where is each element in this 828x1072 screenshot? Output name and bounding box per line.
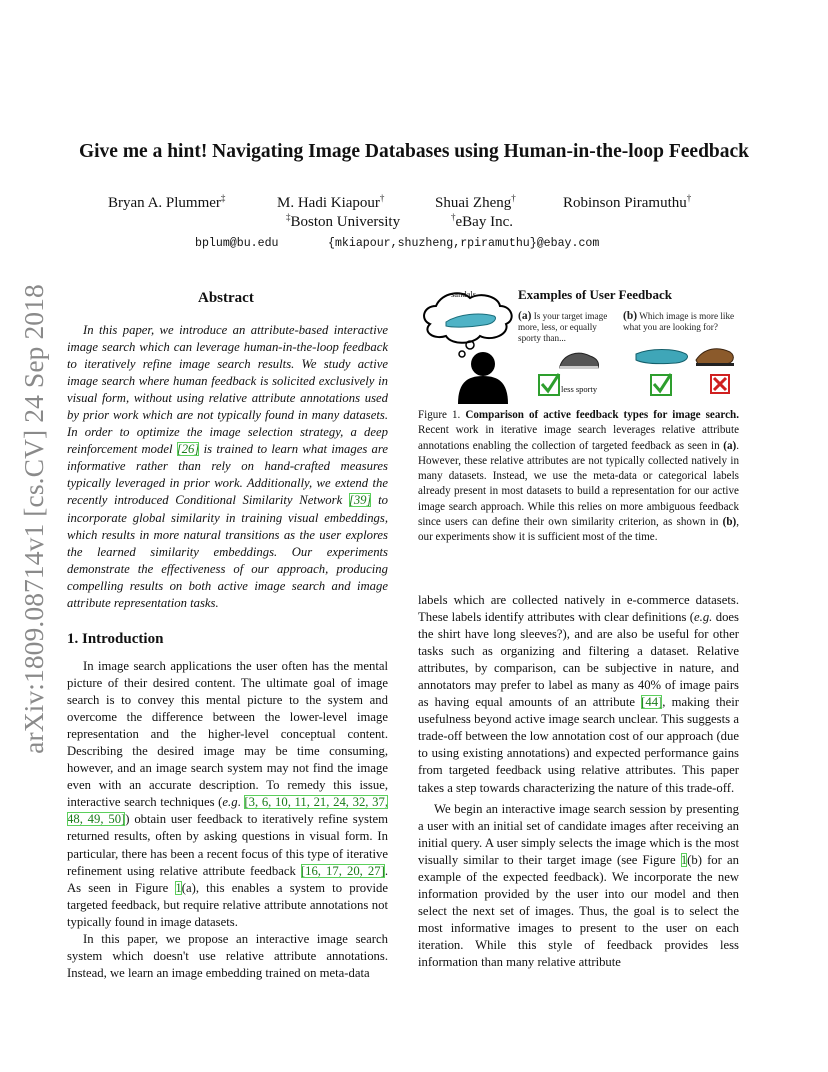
check-icon [542,374,559,391]
user-head-icon [471,352,495,376]
abstract-heading: Abstract [198,290,254,306]
author-zheng: Shuai Zheng† [435,193,516,211]
sneaker-shoe-icon [560,353,599,369]
arxiv-identifier [10,284,58,754]
question-a: (a) Is your target image more, less, or equally sporty than... [518,310,608,343]
citation-link[interactable]: [26] [176,442,200,457]
paper-title: Give me a hint! Navigating Image Databases using Human-in-the-loop Feedback [78,141,750,162]
email-bu[interactable]: bplum@bu.edu [195,237,279,250]
answer-a-label: less sporty [561,384,598,394]
author-piramuthu: Robinson Piramuthu† [563,193,692,211]
citation-link[interactable]: [16, 17, 20, 27] [300,863,385,878]
question-b: (b) Which image is more like what you are looking for? [623,310,735,332]
check-icon [654,374,671,391]
intro-paragraph-2: In this paper, we propose an interactive image search system which doesn't use relative attribute annotations. Instead, we learn an image embedding trained on meta-data [67,931,388,980]
author-plummer: Bryan A. Plummer‡ [108,193,226,211]
figure-1 [418,284,740,404]
right-paragraph-2: We begin an interactive image search session by presenting a user with an initial set of candidate images after receiving an initial query. A user simply selects the image which is the most visually similar to their target image (see Figure 1(b) for an example of the expected feedback). We incorporate the new information provided by the user into our model and then select the next set of images. Thus, the goal is to select the most informative images to present to the user on each iteration. While this style of feedback provides less information than many relative attribute [418,801,739,969]
figure-link[interactable]: 1 [680,852,688,867]
citation-link[interactable]: [3, 6, 10, 11, 21, 24, 32, 37, 48, 49, 50] [67,795,389,827]
intro-paragraph-1: In image search applications the user often has the mental picture of their desired content. The ultimate goal of image search is to convey this mental picture to the system and overcome the difference between the lower-level image representation and the higher-level conceptual content. Describing the desired image may be time consuming, however, and an image search system may not find the image even with an accurate description. To remedy this issue, interactive search techniques (e.g. [3, 6, 10, 11, 21, 24, 32, 37, 48, 49, 50]) obtain user feedback to iteratively refine system returned results, often by asking questions in visual form. In particular, there has been a recent focus of this type of iterative refinement using relative attribute feedback [16, 17, 20, 27]. As seen in Figure 1(a), this enables a system to provide targeted feedback, but require relative attribute annotations not typically found in image datasets. [67,659,389,929]
affiliation-ebay: †eBay Inc. [451,212,513,230]
figure-title: Examples of User Feedback [518,287,672,302]
introduction-heading: 1. Introduction [67,631,164,647]
affiliation-bu: ‡Boston University [286,212,401,230]
figure-1-caption: Figure 1. Comparison of active feedback types for image search. Recent work in iterative image search leverages relative attribute annotations enabling the collection of targeted feedback as seen in (a). However, these relative attributes are not typically collected natively in many datasets. Instead, we use the meta-data or categorical labels already present in most datasets to build a representation for our active image search approach. While this relies on more ambiguous feedback since users can define their own similarity criterion, as shown in (b), our experiments show it is sufficient most of the time. [418,409,739,544]
author-kiapour: M. Hadi Kiapour† [277,193,385,211]
thought-label: sandals [451,289,477,299]
cross-icon [714,378,726,390]
arxiv-id-text: arXiv:1809.08714v1 [cs.CV] 24 Sep 2018 [18,284,49,754]
user-body-icon [458,376,508,404]
strappy-sandal-icon [696,349,734,366]
figure-link[interactable]: 1 [175,880,182,895]
flipflop-shoe-icon [636,350,688,364]
email-ebay[interactable]: {mkiapour,shuzheng,rpiramuthu}@ebay.com [328,237,600,250]
right-column-body [418,592,739,971]
abstract-body: In this paper, we introduce an attribute-based interactive image search which can leverage human-in-the-loop feedback to iteratively refine image search results. We study active image search where human feedback is solicited exclusively in visual form, without using relative attribute annotations used by prior work which are not typically found in many datasets. In order to optimize the image selection strategy, a deep reinforcement model [26] is trained to learn what images are informative rather than rely on hand-crafted measures typically leveraged in prior work. Additionally, we extend the recently introduced Conditional Similarity Network [39] to incorporate global similarity in training visual embeddings, which results in more natural transitions as the user explores the learned similarity embeddings. Our experiments demonstrate the effectiveness of our approach, producing compelling results on both active image search and image attribute representation tasks. [67,323,389,610]
right-paragraph-1: labels which are collected natively in e-commerce datasets. These labels identify attributes with clear definitions (e.g. does the shirt have long sleeves?), and are also be useful for other tasks such as organizing and filtering a dataset. Relative attributes, by comparison, can be subjective in nature, and annotators may prefer to label as many as 40% of image pairs as having equal amounts of an attribute [44], making their usefulness beyond active image search unclear. This suggests a trade-off between the low annotation cost of our approach (due to using existing annotations) and expected performance gains from targeted feedback using relative attributes. This paper takes a step towards characterizing the nature of this trade-off. [418,593,739,795]
intro-body [67,658,388,982]
citation-link[interactable]: [39] [348,493,372,508]
citation-link[interactable]: [44] [641,695,663,710]
